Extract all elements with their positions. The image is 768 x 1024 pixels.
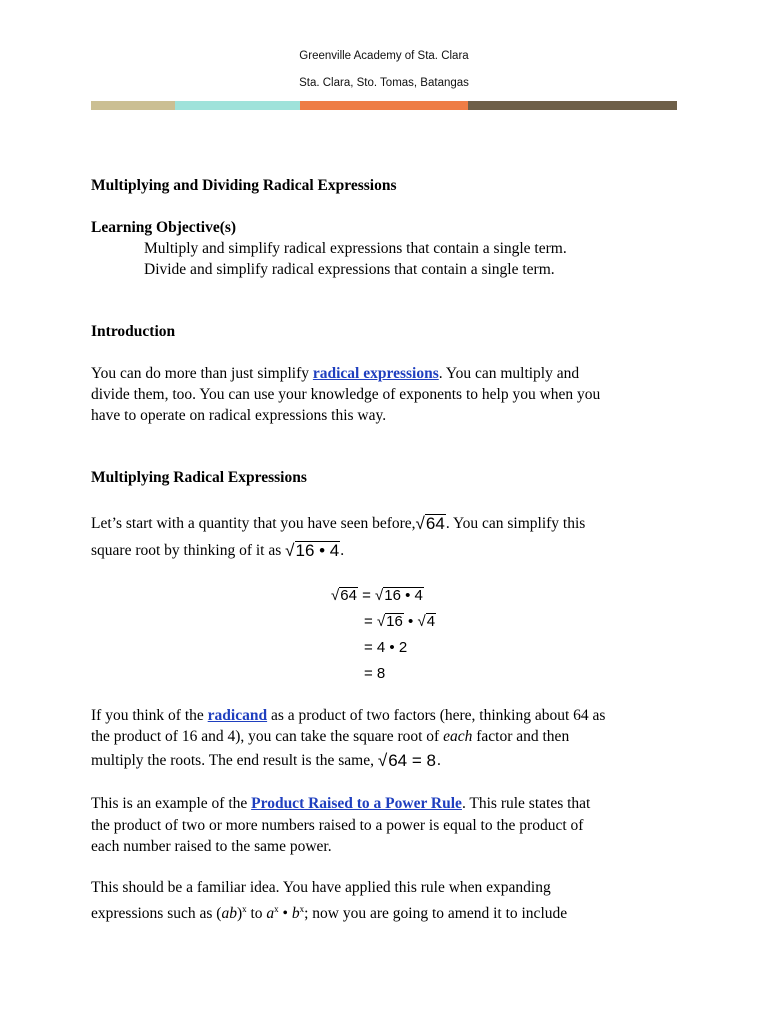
paragraph-line: This should be a familiar idea. You have applied this rule when expanding (91, 879, 551, 896)
text-span: Let’s start with a quantity that you have seen before, (91, 515, 416, 532)
objectives-heading: Learning Objective(s) (91, 219, 237, 236)
radical-4 (417, 609, 436, 635)
equation-line-4: = 8 (364, 665, 386, 682)
page-title: Multiplying and Dividing Radical Expressions (91, 177, 397, 194)
text-span: If you think of the (91, 707, 208, 724)
paragraph-line (91, 793, 590, 814)
radicand: 64 (340, 587, 357, 604)
sqrt-icon: √ (417, 613, 426, 630)
paragraph-line: each number raised to the same power. (91, 838, 332, 855)
intro-line-2: divide them, too. You can use your knowledge of exponents to help you when you (91, 386, 601, 403)
sqrt-icon: √ (375, 587, 384, 604)
paragraph-line: the product of two or more numbers raised to a power is equal to the product of (91, 817, 584, 834)
text-span: . You can simplify this (445, 515, 586, 532)
text-span: factor and then (472, 728, 570, 745)
band-segment-3 (300, 101, 468, 110)
intro-heading: Introduction (91, 323, 176, 340)
paragraph-line (91, 750, 441, 771)
equals-sign: = (362, 587, 371, 604)
paragraph-line (91, 726, 569, 747)
text-span: ; now you are going to amend it to include (304, 905, 568, 923)
paragraph-line (91, 899, 567, 924)
radicand: 16 • 4 (384, 587, 423, 604)
variable-ab: ab (221, 905, 237, 923)
text-span: expressions such as ( (91, 905, 222, 923)
radicand: 16 • 4 (295, 541, 340, 560)
school-name: Greenville Academy of Sta. Clara (299, 50, 469, 62)
equation-line-3: = 4 • 2 (364, 639, 408, 656)
text-span: . (340, 542, 345, 559)
exponent-x: x (274, 904, 279, 914)
equals-sign: = (364, 613, 373, 630)
radicand: 4 (426, 613, 436, 630)
equation-line-2 (364, 609, 436, 635)
text-span: . This rule states that (461, 795, 591, 812)
intro-line-3: have to operate on radical expressions this way. (91, 407, 387, 424)
radical-16-4 (285, 540, 340, 561)
band-segment-2 (175, 101, 300, 110)
text-span: to (246, 905, 267, 923)
radicand: 64 (425, 514, 445, 533)
band-segment-1 (91, 101, 175, 110)
intro-line-1 (91, 363, 579, 384)
radical-expressions-link[interactable]: radical expressions (312, 365, 439, 382)
paragraph-line (91, 540, 344, 561)
radical-64-equals-8 (378, 750, 437, 771)
text-span: the product of 16 and 4), you can take the square root of (91, 728, 444, 745)
radicand: 64 = 8 (388, 751, 436, 770)
intro-text: You can do more than just simplify (91, 365, 313, 382)
radical-16-4 (375, 583, 424, 609)
variable-a: a (266, 905, 275, 923)
section-heading: Multiplying Radical Expressions (91, 469, 307, 486)
sqrt-icon: √ (376, 613, 386, 630)
dot-operator: • (408, 613, 414, 630)
variable-b: b (291, 905, 300, 923)
radical-64 (416, 513, 446, 534)
sqrt-icon: √ (285, 541, 295, 560)
intro-text: . You can multiply and (438, 365, 580, 382)
emphasis-each: each (443, 728, 473, 745)
text-span: ) (236, 905, 243, 923)
product-power-rule-link[interactable]: Product Raised to a Power Rule (251, 795, 462, 812)
text-span: • (278, 905, 292, 923)
text-span: This is an example of the (91, 795, 252, 812)
radical-16 (377, 609, 404, 635)
sqrt-icon: √ (415, 514, 425, 533)
text-span: as a product of two factors (here, thinking about 64 as (267, 707, 606, 724)
objective-item: Divide and simplify radical expressions that contain a single term. (144, 261, 555, 278)
paragraph-line (91, 513, 585, 534)
equation-line-1 (331, 583, 424, 609)
radicand: 16 (386, 613, 403, 630)
sqrt-icon: √ (331, 587, 340, 604)
text-span: multiply the roots. The end result is the same, (91, 752, 378, 769)
paragraph-line (91, 705, 605, 726)
exponent-x: x (242, 904, 247, 914)
objective-item: Multiply and simplify radical expressions that contain a single term. (144, 240, 567, 257)
radicand-link[interactable]: radicand (207, 707, 268, 724)
band-segment-4 (468, 101, 677, 110)
sqrt-icon: √ (377, 751, 388, 770)
text-span: . (436, 752, 441, 769)
radical-64 (331, 583, 358, 609)
exponent-x: x (299, 904, 305, 914)
school-address: Sta. Clara, Sto. Tomas, Batangas (299, 77, 469, 89)
text-span: square root by thinking of it as (91, 542, 286, 559)
